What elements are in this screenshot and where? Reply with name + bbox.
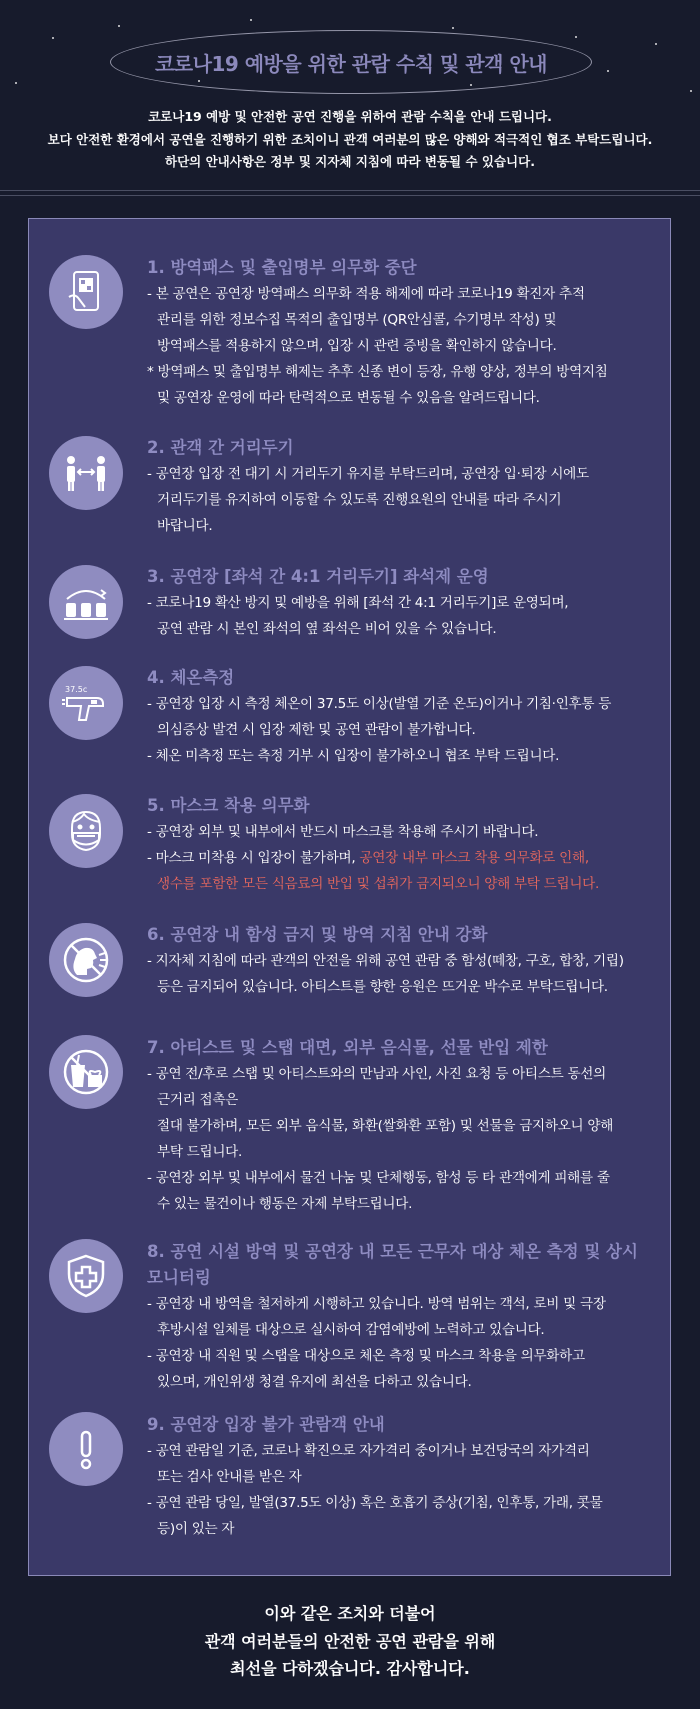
- body-line: - 본 공연은 공연장 방역패스 의무화 적용 해제에 따라 코로나19 확진자 추적: [147, 286, 585, 302]
- item-title: 3. 공연장 [좌석 간 4:1 거리두기] 좌석제 운영: [147, 567, 489, 586]
- body-line: 등)이 있는 자: [157, 1521, 235, 1537]
- warning-text: 생수를 포함한 모든 식음료의 반입 및 섭취가 금지되오니 양해 부탁 드립니다.: [157, 876, 600, 892]
- item-title: 4. 체온측정: [147, 668, 235, 687]
- item-title: 1. 방역패스 및 출입명부 의무화 중단: [147, 258, 417, 277]
- star: [15, 82, 17, 84]
- body-line: - 코로나19 확산 방지 및 예방을 위해 [좌석 간 4:1 거리두기]로 운영되며,: [147, 595, 569, 611]
- no-food-gift-icon: [49, 1035, 123, 1109]
- star: [452, 27, 454, 29]
- star: [575, 36, 577, 38]
- item-body: [147, 948, 662, 1000]
- item-body: [147, 1438, 662, 1542]
- theater-seat-icon: [49, 565, 123, 639]
- body-line: 거리두기를 유지하여 이동할 수 있도록 진행요원의 안내를 따라 주시기: [157, 492, 562, 508]
- body-line: 바랍니다.: [157, 518, 213, 534]
- thermometer-reading: 37.5c: [65, 685, 88, 694]
- body-line: 및 공연장 운영에 따라 탄력적으로 변동될 수 있음을 알려드립니다.: [157, 390, 540, 406]
- closing-message: [0, 1600, 700, 1683]
- item-body: [147, 590, 662, 642]
- body-line: - 공연장 입장 시 측정 체온이 37.5도 이상(발열 기준 온도)이거나 기침·인후통 등: [147, 696, 612, 712]
- body-line: - 공연장 내 방역을 철저하게 시행하고 있습니다. 방역 범위는 객석, 로비 및 극장: [147, 1296, 606, 1312]
- qr-phone-icon: [49, 255, 123, 329]
- body-line: - 공연 관람일 기준, 코로나 확진으로 자가격리 중이거나 보건당국의 자가격리: [147, 1443, 590, 1459]
- intro-line: 보다 안전한 환경에서 공연을 진행하기 위한 조치이니 관객 여러분의 많은 양해와 적극적인 협조 부탁드립니다.: [47, 131, 653, 147]
- body-line: 절대 불가하며, 모든 외부 음식물, 화환(쌀화환 포함) 및 선물을 금지하오니 양해: [157, 1118, 614, 1134]
- intro-line: 하단의 안내사항은 정부 및 지자체 지침에 따라 변동될 수 있습니다.: [165, 154, 535, 169]
- mask-face-icon: [49, 794, 123, 868]
- page-title: 코로나19 예방을 위한 관람 수칙 및 관객 안내: [154, 51, 547, 76]
- body-line: 공연 관람 시 본인 좌석의 옆 좌석은 비어 있을 수 있습니다.: [157, 621, 497, 637]
- body-line: - 공연장 내 직원 및 스탭을 대상으로 체온 측정 및 마스크 착용을 의무화하고: [147, 1348, 585, 1364]
- body-line: - 지자체 지침에 따라 관객의 안전을 위해 공연 관람 중 함성(떼창, 구호, 합창, 기립): [147, 953, 624, 969]
- item-body: [147, 819, 662, 897]
- warning-text: 공연장 내부 마스크 착용 의무화로 인해,: [359, 850, 589, 866]
- body-line: 또는 검사 안내를 받은 자: [157, 1469, 302, 1485]
- social-distance-icon: [49, 436, 123, 510]
- item-body: [147, 1061, 662, 1217]
- intro-text: [0, 106, 700, 174]
- thermometer-gun-icon: [49, 666, 123, 740]
- item-title: 7. 아티스트 및 스탭 대면, 외부 음식물, 선물 반입 제한: [147, 1038, 548, 1057]
- body-line: [147, 845, 662, 871]
- item-title: 2. 관객 간 거리두기: [147, 438, 294, 457]
- closing-line: 최선을 다하겠습니다. 감사합니다.: [230, 1659, 470, 1678]
- body-line-text: - 마스크 미착용 시 입장이 불가하며,: [147, 850, 356, 866]
- body-line: - 공연 관람 당일, 발열(37.5도 이상) 혹은 호흡기 증상(기침, 인후통, 가래, 콧물: [147, 1495, 603, 1511]
- body-line: 등은 금지되어 있습니다. 아티스트를 향한 응원은 뜨거운 박수로 부탁드립니다.: [157, 979, 608, 995]
- star: [690, 90, 692, 92]
- body-line: - 공연 전/후로 스탭 및 아티스트와의 만남과 사인, 사진 요청 등 아티스트 동선의: [147, 1066, 606, 1082]
- item-body: [147, 281, 662, 411]
- body-line: 수 있는 물건이나 행동은 자제 부탁드립니다.: [157, 1196, 413, 1212]
- body-line: - 공연장 입장 전 대기 시 거리두기 유지를 부탁드리며, 공연장 입·퇴장 시에도: [147, 466, 589, 482]
- item-title: 9. 공연장 입장 불가 관람객 안내: [147, 1415, 385, 1434]
- item-body: [147, 691, 662, 769]
- divider: [0, 190, 700, 191]
- star: [250, 19, 252, 21]
- no-shouting-icon: [49, 923, 123, 997]
- body-line: - 체온 미측정 또는 측정 거부 시 입장이 불가하오니 협조 부탁 드립니다.: [147, 748, 560, 764]
- guidelines-panel: [28, 218, 671, 1576]
- star: [118, 25, 120, 27]
- item-body: [147, 461, 662, 539]
- body-line: 있으며, 개인위생 청결 유지에 최선을 다하고 있습니다.: [157, 1374, 472, 1390]
- body-line: - 공연장 외부 및 내부에서 물건 나눔 및 단체행동, 함성 등 타 관객에게 피해를 줄: [147, 1170, 610, 1186]
- closing-line: 관객 여러분들의 안전한 공연 관람을 위해: [204, 1631, 496, 1651]
- body-line: * 방역패스 및 출입명부 해제는 추후 신종 변이 등장, 유행 양상, 정부의 방역지침: [147, 364, 608, 380]
- medical-shield-icon: [49, 1239, 123, 1313]
- star: [52, 37, 54, 39]
- closing-line: 이와 같은 조치와 더불어: [264, 1604, 436, 1623]
- intro-line: 코로나19 예방 및 안전한 공연 진행을 위하여 관람 수칙을 안내 드립니다.: [148, 109, 552, 124]
- body-line: 의심증상 발견 시 입장 제한 및 공연 관람이 불가합니다.: [157, 722, 476, 738]
- star: [607, 70, 609, 72]
- body-line: - 공연장 외부 및 내부에서 반드시 마스크를 착용해 주시기 바랍니다.: [147, 824, 539, 840]
- body-line: 근거리 접촉은: [157, 1092, 239, 1108]
- title-oval: [110, 30, 592, 94]
- item-title: 6. 공연장 내 함성 금지 및 방역 지침 안내 강화: [147, 925, 488, 944]
- body-line: 관리를 위한 정보수집 목적의 출입명부 (QR안심콜, 수기명부 작성) 및: [157, 312, 557, 328]
- item-title: 5. 마스크 착용 의무화: [147, 796, 310, 815]
- item-body: [147, 1291, 662, 1395]
- body-line: 방역패스를 적용하지 않으며, 입장 시 관련 증빙을 확인하지 않습니다.: [157, 338, 557, 354]
- exclamation-icon: [49, 1412, 123, 1486]
- star: [655, 43, 657, 45]
- divider: [0, 195, 700, 196]
- body-line: 후방시설 일체를 대상으로 실시하여 감염예방에 노력하고 있습니다.: [157, 1322, 545, 1338]
- body-line: 부탁 드립니다.: [157, 1144, 243, 1160]
- item-title: 8. 공연 시설 방역 및 공연장 내 모든 근무자 대상 체온 측정 및 상시 모니터링: [147, 1242, 638, 1287]
